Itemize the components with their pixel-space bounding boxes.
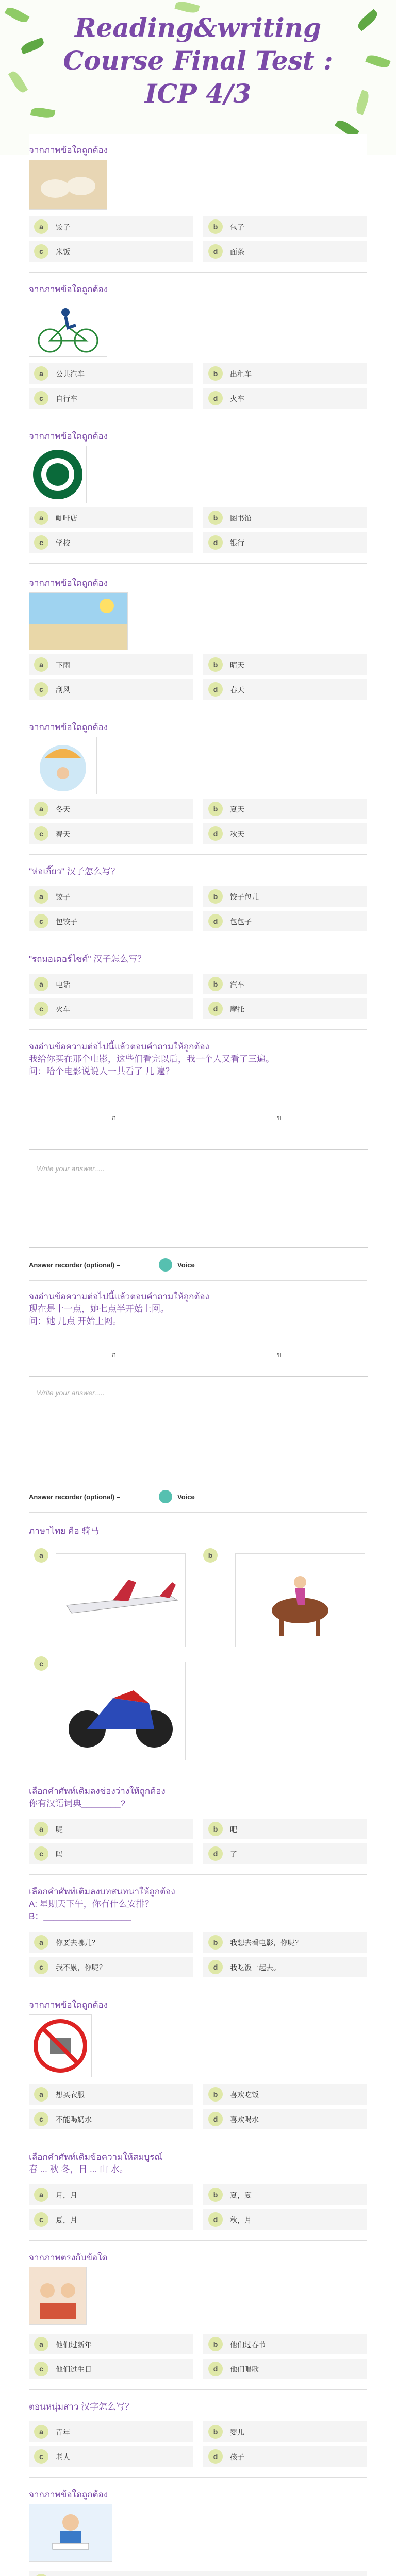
reading-passage: 现在是十一点，她七点半开始上网。 [29,1304,169,1314]
question-7 [29,953,367,965]
question-prompt: เลือกคำศัพท์เติมลงบทสนทนาให้ถูกต้อง [29,1887,175,1896]
answer-textarea[interactable]: Write your answer..... [29,1381,368,1482]
option-b[interactable]: b 晴天 [203,654,367,675]
question-prompt: จากภาพข้อใดถูกต้อง [29,722,108,732]
option-d[interactable]: d 孩子 [203,2446,367,2467]
option-c[interactable]: c 夏，月 [29,2209,193,2230]
option-d[interactable]: d 银行 [203,532,367,553]
option-a[interactable] [29,2571,367,2576]
fill-blank-question-2 [29,1886,367,1923]
no-drinking-sign-image [29,2014,92,2077]
option-b[interactable]: b 出租车 [203,363,367,384]
header-banner [0,0,396,155]
option-b[interactable]: b 喜欢吃饭 [203,2084,367,2105]
option-b[interactable]: b 饺子包儿 [203,886,367,907]
bicycle-image [29,299,107,357]
option-d[interactable]: d 他们唱歌 [203,2359,367,2379]
divider [29,2477,367,2478]
answer-recorder: Answer recorder (optional) – Voice [29,1257,367,1273]
answer-table [29,1108,368,1150]
option-a[interactable]: a [34,1548,48,1563]
quiz-sheet [29,134,367,2576]
dialogue-line: B：__________________ [29,1911,131,1921]
option-b[interactable]: b 我想去看电影，你呢？ [203,1932,367,1953]
option-c[interactable]: c 他们过生日 [29,2359,193,2379]
voice-button[interactable]: Voice [177,1493,195,1501]
option-a[interactable]: a 公共汽车 [29,363,193,384]
voice-button[interactable]: Voice [177,1261,195,1269]
leaf-decoration [8,70,28,95]
option-b[interactable]: b 婴儿 [203,2421,367,2442]
question-sentence: 春 ... 秋 冬，日 ... 山 水。 [29,2164,128,2174]
option-c[interactable]: c 不能喝奶水 [29,2109,193,2129]
option-d[interactable]: d 秋，月 [203,2209,367,2230]
question-prompt: จากภาพข้อใดถูกต้อง [29,2489,108,2499]
option-a[interactable]: a 下雨 [29,654,193,675]
divider [29,2240,367,2241]
question-prompt: ตอนหนุ่มสาว 汉字怎么写？ [29,2402,134,2412]
option-c[interactable]: c [34,1656,48,1671]
option-b[interactable]: b 包子 [203,216,367,237]
image-question-1 [29,1999,367,2080]
table-header: ก [112,1114,116,1122]
image-question-2 [29,2251,367,2327]
question-1 [29,144,367,212]
option-a[interactable]: a 你要去哪儿？ [29,1932,193,1953]
question-prompt: เลือกคำศัพท์เติมข้อความให้สมบูรณ์ [29,2152,163,2162]
option-a[interactable]: a 咖啡店 [29,507,193,528]
leaf-decoration [356,9,380,31]
option-a[interactable]: a 月，月 [29,2184,193,2205]
question-prompt: ภาษาไทย คือ 骑马 [29,1526,100,1536]
divider [29,2389,367,2390]
table-header: ข [277,1351,282,1359]
question-sentence: 你有汉语词典________? [29,1799,126,1808]
airplane-image[interactable] [56,1553,186,1647]
question-prompt: "ห่อเกี๊ยว" 汉子怎么写？ [29,867,120,876]
answer-textarea[interactable]: Write your answer..... [29,1157,368,1248]
microphone-icon[interactable] [159,1490,172,1503]
question-prompt: จากภาพข้อใดถูกต้อง [29,145,108,155]
leaf-decoration [5,5,30,25]
option-a[interactable]: a 青年 [29,2421,193,2442]
reading-girl-image [29,2504,112,2562]
option-b[interactable]: b 吧 [203,1819,367,1839]
divider [29,272,367,273]
question-prompt: "รถมอเตอร์ไซค์" 汉子怎么写？ [29,954,146,964]
option-c[interactable]: c 自行车 [29,388,193,409]
question-prompt: จงอ่านข้อความต่อไปนี้แล้วตอบคำถามให้ถูกต้อง [29,1292,209,1301]
option-b[interactable]: b [203,1548,218,1563]
option-c[interactable]: c 学校 [29,532,193,553]
question-prompt: จากภาพข้อใดถูกต้อง [29,431,108,441]
beach-image [29,592,128,650]
vocabulary-question [29,2401,367,2413]
option-a[interactable]: a 冬天 [29,799,193,819]
reading-question-2 [29,1291,367,1328]
sequence-question [29,2151,367,2176]
option-b[interactable]: b 图书馆 [203,507,367,528]
divider [29,854,367,855]
question-prompt: จากภาพตรงกับข้อใด [29,2252,108,2262]
table-header: ก [112,1351,116,1359]
question-prompt: จากภาพข้อใดถูกต้อง [29,284,108,294]
food-image [29,160,107,210]
option-b[interactable]: b 他们过春节 [203,2334,367,2354]
option-d[interactable]: d 面条 [203,241,367,262]
horse-riding-image[interactable] [235,1553,365,1647]
option-c[interactable]: c 包饺子 [29,911,193,931]
divider [29,563,367,564]
option-d[interactable]: d 了 [203,1843,367,1864]
motorcycle-image[interactable] [56,1662,186,1760]
question-prompt: เลือกคำศัพท์เติมลงช่องว่างให้ถูกต้อง [29,1786,166,1796]
option-d[interactable]: d 火车 [203,388,367,409]
option-a[interactable]: a 想买衣服 [29,2084,193,2105]
option-c[interactable]: c 老人 [29,2446,193,2467]
option-d[interactable]: d 秋天 [203,823,367,844]
question-2 [29,283,367,359]
leaf-decoration [354,90,371,115]
option-b[interactable]: b 夏，夏 [203,2184,367,2205]
divider [29,1280,367,1281]
party-image [29,2267,87,2325]
divider [29,1874,367,1875]
option-a[interactable]: a 饺子 [29,216,193,237]
fill-blank-question-1 [29,1785,367,1810]
leaf-decoration [20,38,45,55]
option-c[interactable]: c 刮风 [29,679,193,700]
option-d[interactable]: d 春天 [203,679,367,700]
leaf-decoration [365,53,390,70]
question-3 [29,430,367,506]
microphone-icon[interactable] [159,1258,172,1272]
divider [29,1512,367,1513]
answer-recorder: Answer recorder (optional) – Voice [29,1489,367,1504]
coffee-shop-logo-image [29,446,87,503]
divider [29,1029,367,1030]
option-c[interactable]: c 吗 [29,1843,193,1864]
question-prompt: จากภาพข้อใดถูกต้อง [29,578,108,588]
dialogue-line: A: 星期天下午，你有什么安排？ [29,1899,154,1909]
option-d[interactable]: d 摩托 [203,998,367,1019]
question-prompt: จงอ่านข้อความต่อไปนี้แล้วตอบคำถามให้ถูกต้อง [29,1042,209,1052]
reading-question: 问：她 几点 开始上网。 [29,1316,122,1326]
question-5 [29,721,367,797]
image-question-3 [29,2488,367,2564]
option-b[interactable]: b 夏天 [203,799,367,819]
option-a[interactable]: a 电话 [29,974,193,994]
option-d[interactable]: d 包包子 [203,911,367,931]
table-header: ข [277,1114,282,1122]
option-a[interactable]: a 呢 [29,1819,193,1839]
option-b[interactable]: b 汽车 [203,974,367,994]
summer-image [29,737,97,794]
option-a[interactable]: a 饺子 [29,886,193,907]
question-6 [29,866,367,878]
option-d[interactable]: d 喜欢喝水 [203,2109,367,2129]
question-4 [29,577,367,653]
option-c[interactable]: c 米饭 [29,241,193,262]
reading-question-1 [29,1041,367,1078]
option-a[interactable]: a 他们过新年 [29,2334,193,2354]
question-prompt: จากภาพข้อใดถูกต้อง [29,2000,108,2010]
reading-passage: 我给你买在那个电影，这些们看完以后，我一个人又看了三遍。 [29,1054,274,1064]
reading-question: 问：哈个电影说说人一共看了 几 遍？ [29,1066,174,1076]
option-c[interactable]: c 火车 [29,998,193,1019]
picture-question [29,1525,367,1537]
option-c[interactable]: c 我不累，你呢？ [29,1957,193,1977]
page-title: Reading&writing Course Final Test : ICP 4/3 [63,12,333,109]
answer-table [29,1345,368,1377]
option-d[interactable]: d 我吃饭一起去。 [203,1957,367,1977]
option-c[interactable]: c 春天 [29,823,193,844]
